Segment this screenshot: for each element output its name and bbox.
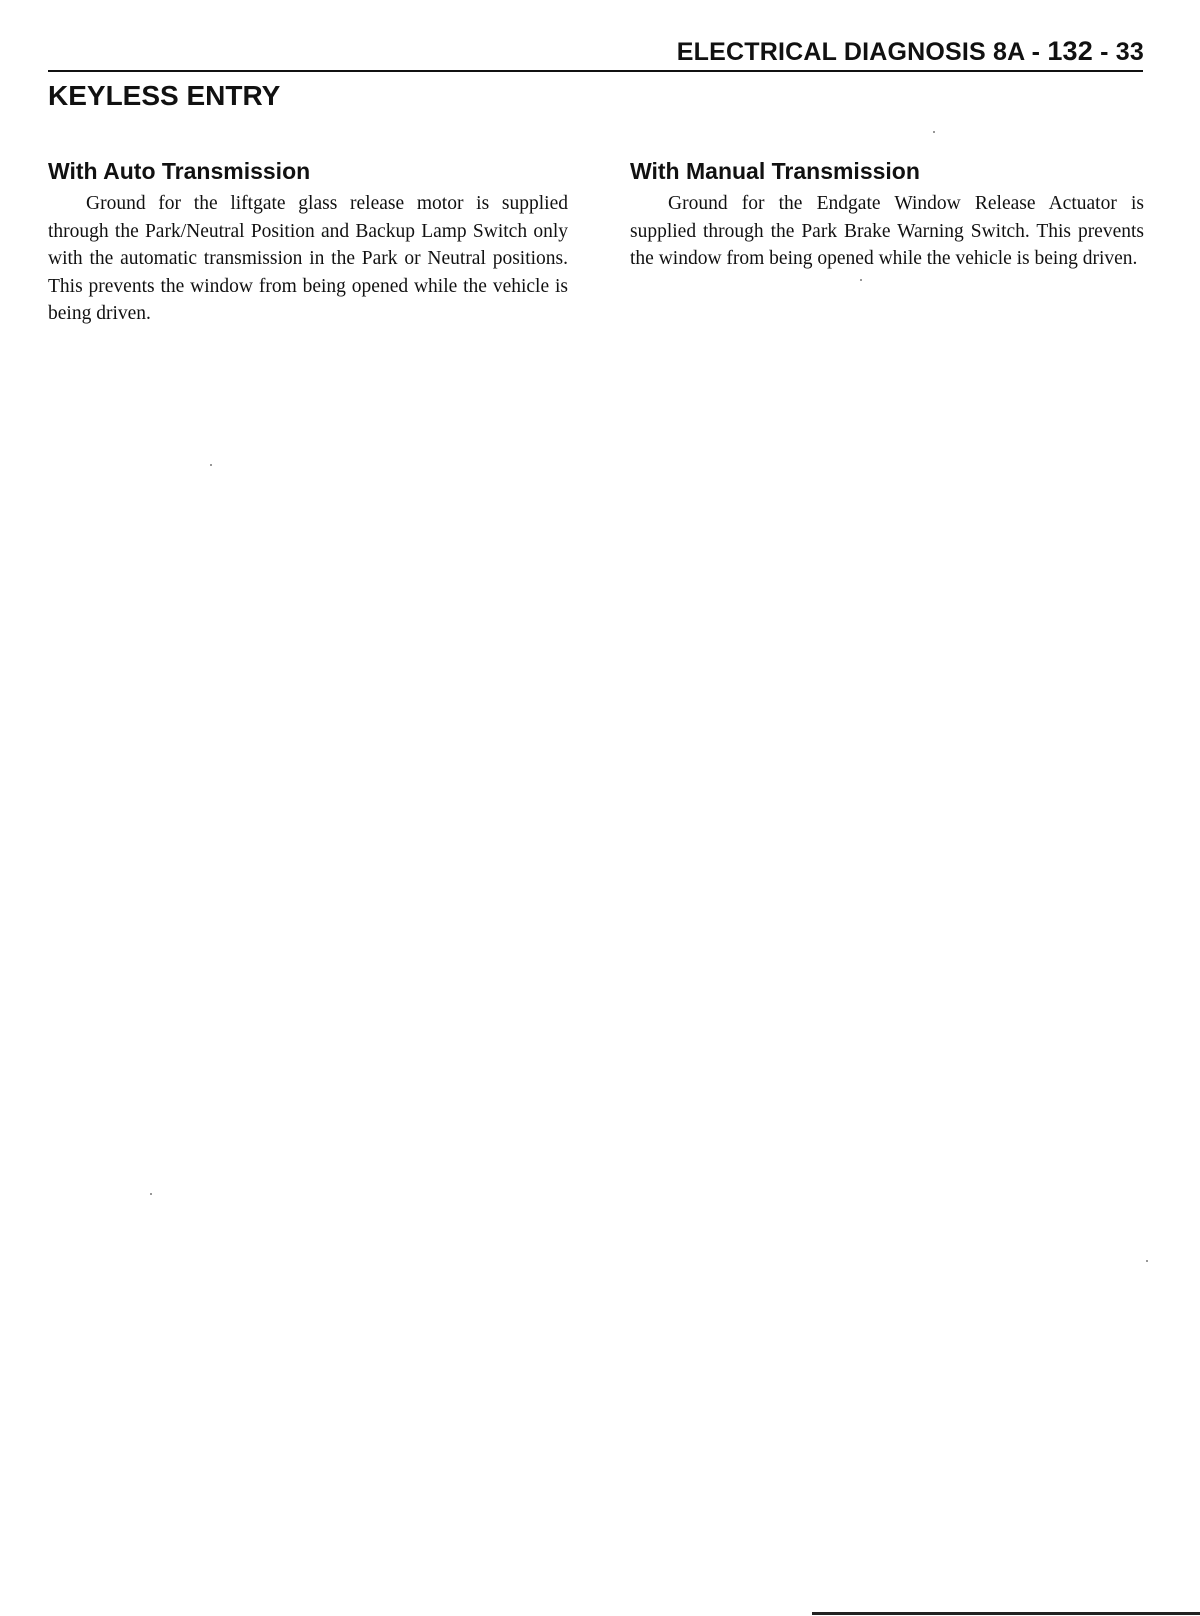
- page-number: 132: [1047, 36, 1093, 66]
- scan-speck: [150, 1193, 152, 1195]
- running-header-title: ELECTRICAL DIAGNOSIS 8A -: [676, 38, 1048, 66]
- bottom-scan-edge: [812, 1612, 1200, 1615]
- column-auto-transmission: [48, 156, 568, 328]
- page-suffix: - 33: [1092, 38, 1144, 66]
- scan-speck: [933, 131, 935, 133]
- running-header: [677, 36, 1144, 67]
- column-manual-transmission: [630, 156, 1144, 273]
- manual-transmission-body: Ground for the Endgate Window Release Actuator is supplied through the Park Brake Warning Switch. This prevents the window from being opened while the vehicle is being driven.: [630, 193, 1144, 269]
- auto-transmission-body: Ground for the liftgate glass release motor is supplied through the Park/Neutral Position and Backup Lamp Switch only with the automatic transmission in the Park or Neutral positions. This prevents the window from being opened while the vehicle is being driven.: [48, 193, 568, 324]
- auto-transmission-heading: With Auto Transmission: [48, 158, 311, 184]
- header-rule: [48, 70, 1143, 72]
- section-title: KEYLESS ENTRY: [48, 80, 281, 111]
- manual-transmission-heading: With Manual Transmission: [630, 158, 920, 184]
- scan-speck: [210, 464, 212, 466]
- scan-speck: [1146, 1260, 1148, 1262]
- scan-speck: [860, 279, 862, 281]
